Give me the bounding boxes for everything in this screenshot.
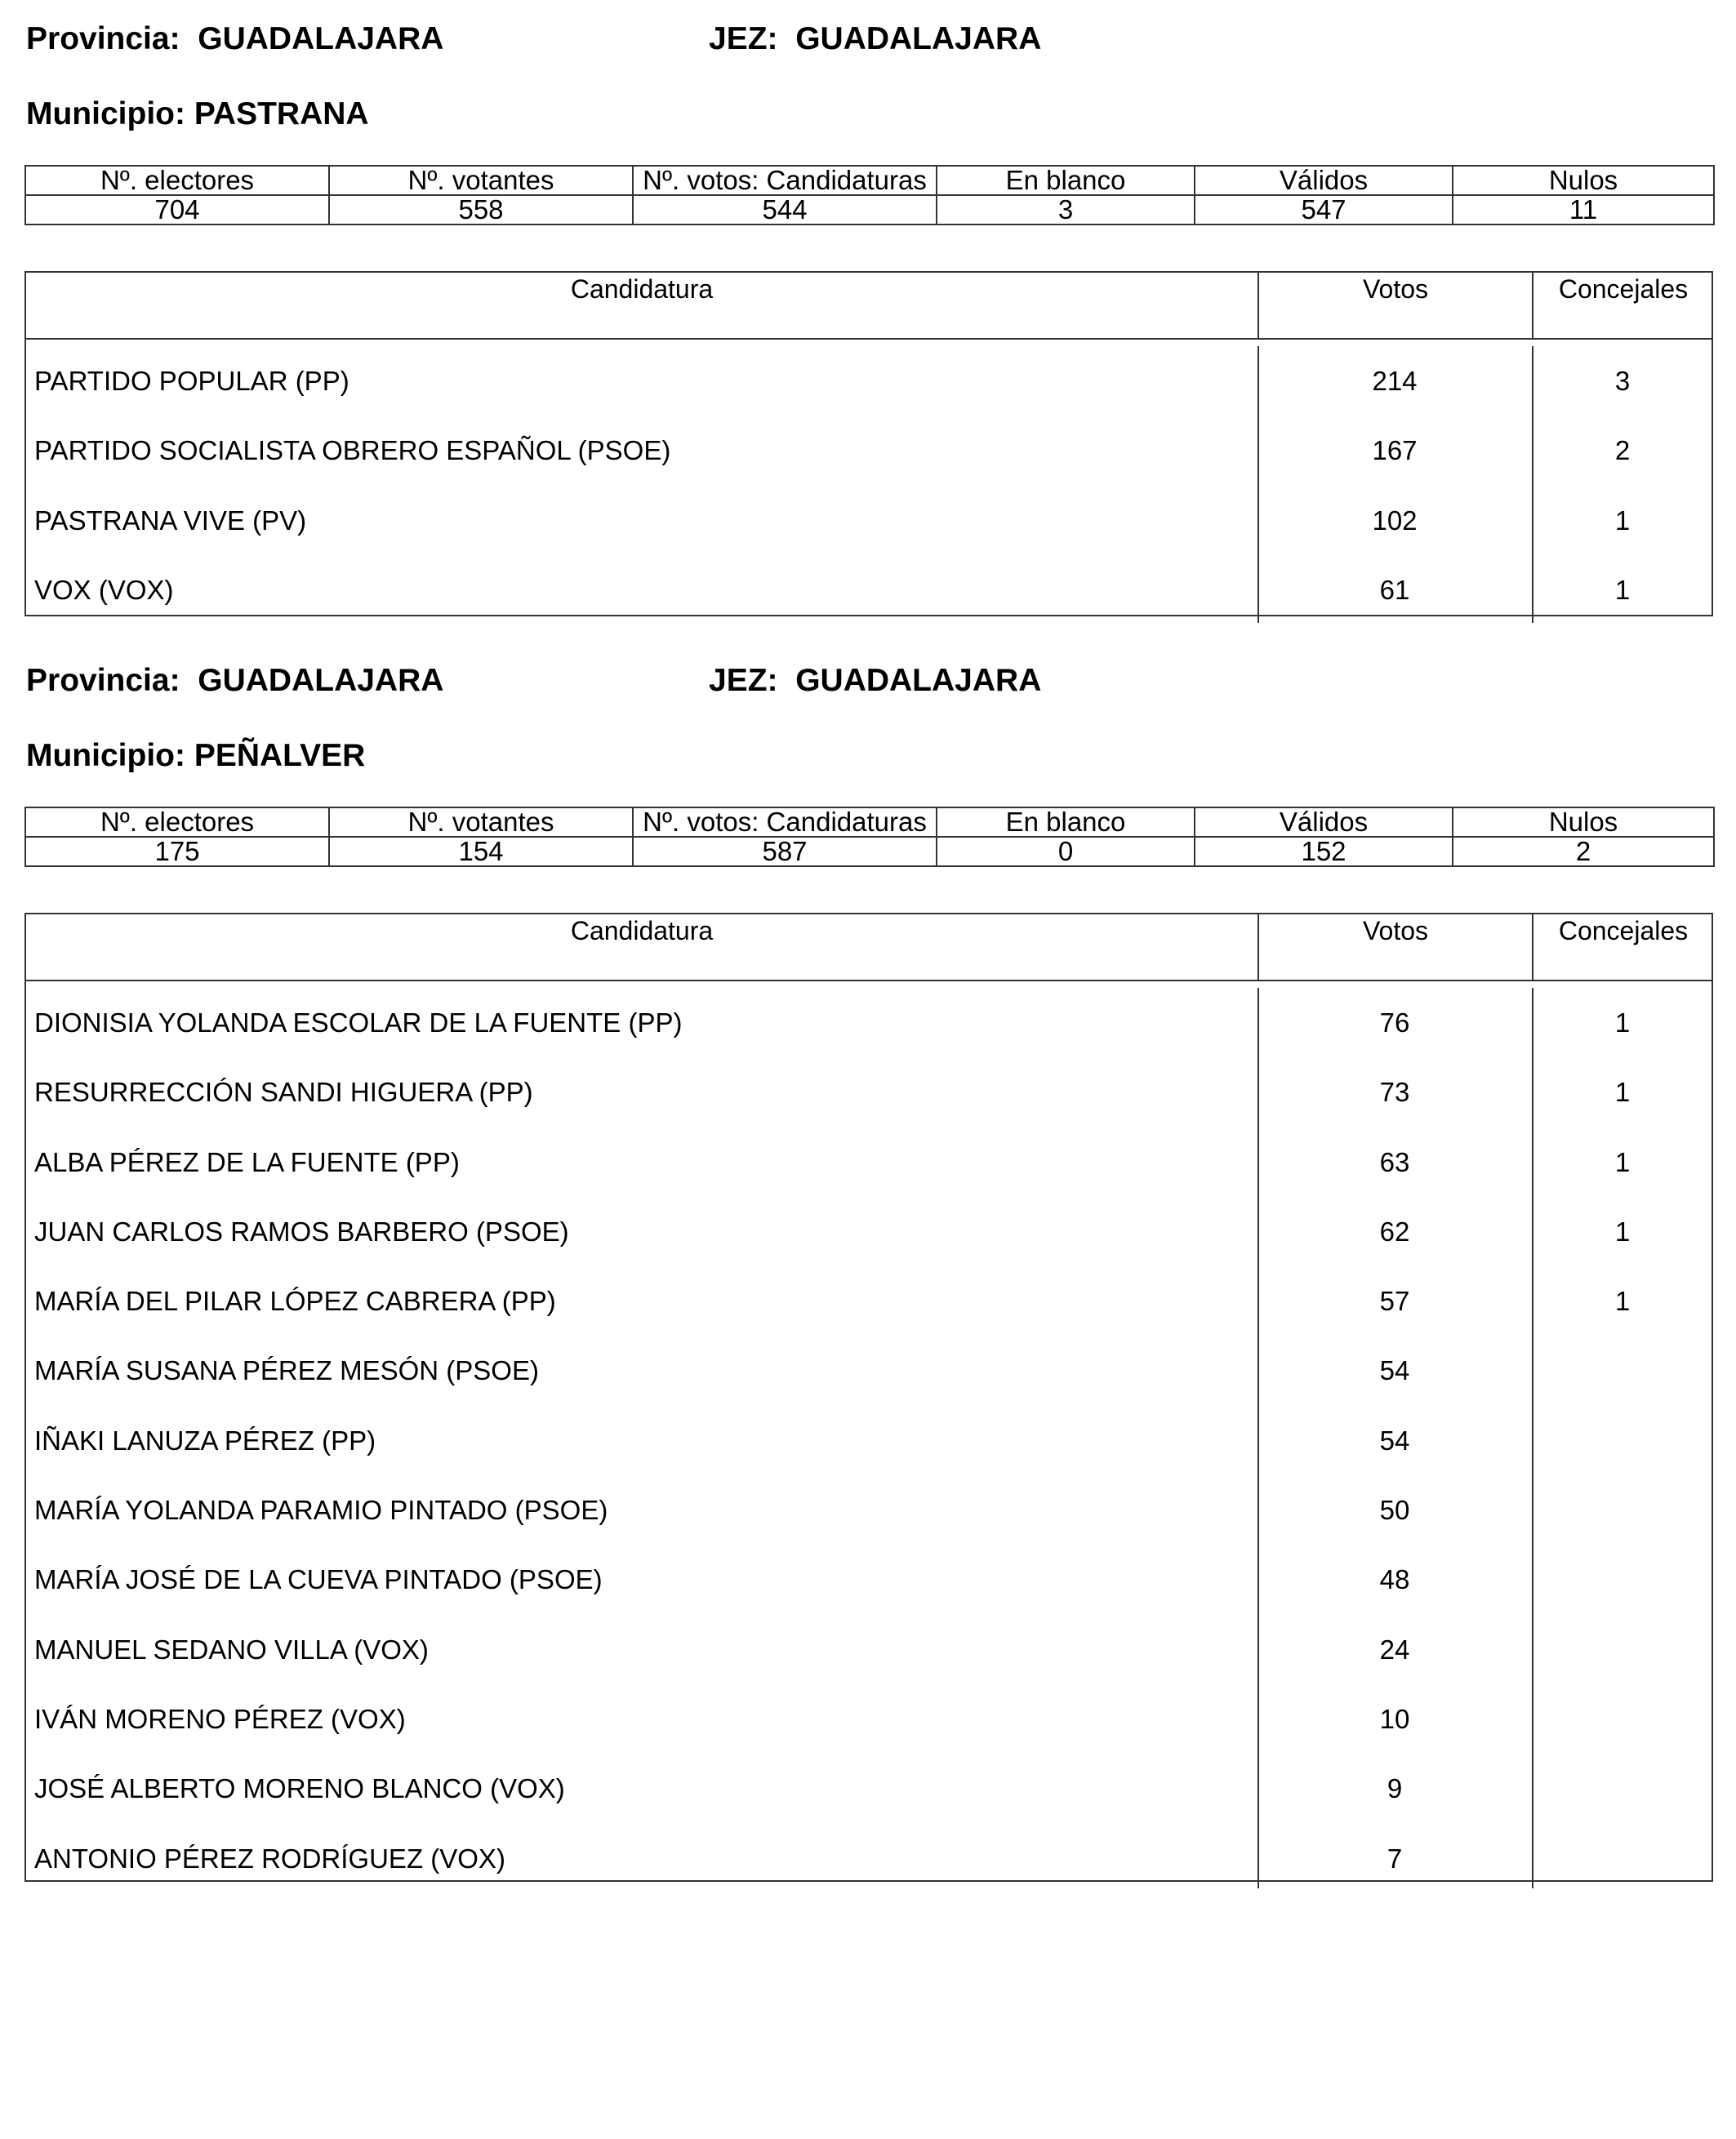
results-header-concejales: Concejales: [1532, 273, 1713, 338]
results-header-row: [26, 914, 1712, 981]
summary-value-row: [25, 837, 1714, 866]
candidatura-concejales: 1: [1614, 505, 1631, 536]
results-body: [26, 346, 1712, 623]
candidatura-concejales: 1: [1614, 1077, 1631, 1108]
summary-header: Válidos: [1195, 166, 1453, 195]
results-row: [26, 1266, 1712, 1336]
candidatura-concejales: 1: [1614, 574, 1631, 605]
candidatura-name: JOSÉ ALBERTO MORENO BLANCO (VOX): [34, 1773, 565, 1804]
jez-label: JEZ:: [709, 21, 778, 56]
results-row: [26, 1684, 1712, 1754]
summary-header: En blanco: [937, 166, 1195, 195]
candidatura-votos: 73: [1379, 1077, 1410, 1108]
candidatura-votos: 62: [1379, 1216, 1410, 1247]
summary-value: 152: [1195, 837, 1453, 866]
provincia-label: Provincia:: [26, 21, 180, 56]
results-row: [26, 1406, 1712, 1475]
candidatura-votos: 61: [1379, 574, 1410, 605]
candidatura-votos: 63: [1379, 1146, 1410, 1177]
results-table: [24, 913, 1713, 1882]
summary-table: [24, 165, 1715, 225]
candidatura-name: ANTONIO PÉREZ RODRÍGUEZ (VOX): [34, 1843, 505, 1874]
results-row: [26, 486, 1712, 555]
candidatura-votos: 54: [1379, 1425, 1410, 1456]
candidatura-name: PARTIDO POPULAR (PP): [34, 366, 349, 396]
summary-header: Nº. votos: Candidaturas: [633, 807, 937, 837]
municipio-heading: [26, 740, 365, 772]
summary-value-row: [25, 195, 1714, 225]
candidatura-concejales: 1: [1614, 1216, 1631, 1247]
provincia-value: GUADALAJARA: [198, 21, 444, 56]
candidatura-votos: 10: [1379, 1703, 1410, 1734]
candidatura-name: PARTIDO SOCIALISTA OBRERO ESPAÑOL (PSOE): [34, 435, 671, 466]
results-header-votos: Votos: [1257, 914, 1532, 980]
summary-value: 154: [329, 837, 633, 866]
summary-value: 0: [937, 837, 1195, 866]
section-penalver: [24, 642, 1713, 1899]
candidatura-name: MARÍA JOSÉ DE LA CUEVA PINTADO (PSOE): [34, 1564, 603, 1595]
summary-value: 587: [633, 837, 937, 866]
summary-value: 11: [1453, 195, 1714, 225]
candidatura-votos: 50: [1379, 1495, 1410, 1526]
candidatura-name: MARÍA DEL PILAR LÓPEZ CABRERA (PP): [34, 1286, 556, 1317]
jez-heading: [709, 665, 1041, 696]
municipio-value: PEÑALVER: [194, 738, 366, 773]
municipio-value: PASTRANA: [194, 96, 369, 131]
summary-header: Nº. votantes: [329, 807, 633, 837]
results-row: [26, 1127, 1712, 1197]
provincia-label: Provincia:: [26, 663, 180, 698]
summary-value: 558: [329, 195, 633, 225]
candidatura-votos: 7: [1387, 1843, 1403, 1874]
summary-header: Nº. votos: Candidaturas: [633, 166, 937, 195]
summary-value: 2: [1453, 837, 1714, 866]
candidatura-name: IÑAKI LANUZA PÉREZ (PP): [34, 1425, 376, 1456]
jez-value: GUADALAJARA: [795, 663, 1042, 698]
summary-header: Nulos: [1453, 807, 1714, 837]
summary-value: 547: [1195, 195, 1453, 225]
candidatura-concejales: 1: [1614, 1146, 1631, 1177]
summary-value: 3: [937, 195, 1195, 225]
results-header-concejales: Concejales: [1532, 914, 1713, 980]
candidatura-name: RESURRECCIÓN SANDI HIGUERA (PP): [34, 1077, 533, 1108]
candidatura-votos: 54: [1379, 1355, 1410, 1386]
candidatura-votos: 48: [1379, 1564, 1410, 1595]
results-header-row: [26, 273, 1712, 340]
municipio-label: Municipio:: [26, 96, 185, 131]
municipio-label: Municipio:: [26, 738, 185, 773]
results-row: [26, 1336, 1712, 1405]
summary-header: Válidos: [1195, 807, 1453, 837]
provincia-heading: [26, 23, 443, 55]
provincia-value: GUADALAJARA: [198, 663, 444, 698]
summary-header-row: [25, 166, 1714, 195]
candidatura-concejales: 2: [1614, 435, 1631, 466]
section-pastrana: [24, 0, 1713, 620]
candidatura-votos: 57: [1379, 1286, 1410, 1317]
results-row: [26, 1754, 1712, 1823]
results-row: [26, 1824, 1712, 1893]
results-row: [26, 1615, 1712, 1684]
results-header-candidatura: Candidatura: [570, 274, 714, 304]
candidatura-name: MANUEL SEDANO VILLA (VOX): [34, 1634, 429, 1665]
summary-header: Nº. electores: [25, 166, 329, 195]
candidatura-name: MARÍA SUSANA PÉREZ MESÓN (PSOE): [34, 1355, 539, 1386]
candidatura-votos: 76: [1379, 1007, 1410, 1038]
results-header-votos: Votos: [1257, 273, 1532, 338]
candidatura-votos: 102: [1372, 505, 1418, 536]
summary-header: En blanco: [937, 807, 1195, 837]
candidatura-name: ALBA PÉREZ DE LA FUENTE (PP): [34, 1146, 460, 1177]
municipio-heading: [26, 98, 369, 130]
jez-heading: [709, 23, 1041, 55]
results-row: [26, 1475, 1712, 1545]
summary-header-row: [25, 807, 1714, 837]
summary-value: 704: [25, 195, 329, 225]
candidatura-concejales: 1: [1614, 1286, 1631, 1317]
summary-value: 544: [633, 195, 937, 225]
candidatura-votos: 214: [1372, 366, 1418, 396]
results-header-candidatura: Candidatura: [570, 916, 714, 945]
candidatura-name: PASTRANA VIVE (PV): [34, 505, 307, 536]
results-row: [26, 416, 1712, 485]
summary-value: 175: [25, 837, 329, 866]
candidatura-concejales: 3: [1614, 366, 1631, 396]
candidatura-votos: 9: [1387, 1773, 1403, 1804]
candidatura-concejales: 1: [1614, 1007, 1631, 1038]
candidatura-name: VOX (VOX): [34, 574, 174, 605]
candidatura-name: MARÍA YOLANDA PARAMIO PINTADO (PSOE): [34, 1495, 608, 1526]
provincia-heading: [26, 665, 443, 696]
results-row: [26, 1057, 1712, 1127]
summary-table: [24, 807, 1715, 867]
summary-header: Nulos: [1453, 166, 1714, 195]
results-row: [26, 346, 1712, 416]
results-row: [26, 1545, 1712, 1614]
jez-value: GUADALAJARA: [795, 21, 1042, 56]
summary-header: Nº. electores: [25, 807, 329, 837]
candidatura-votos: 24: [1379, 1634, 1410, 1665]
candidatura-name: DIONISIA YOLANDA ESCOLAR DE LA FUENTE (PP): [34, 1007, 683, 1038]
candidatura-votos: 167: [1372, 435, 1418, 466]
results-table: [24, 271, 1713, 616]
results-row: [26, 1197, 1712, 1266]
results-row: [26, 555, 1712, 625]
summary-header: Nº. votantes: [329, 166, 633, 195]
results-row: [26, 988, 1712, 1057]
jez-label: JEZ:: [709, 663, 778, 698]
candidatura-name: IVÁN MORENO PÉREZ (VOX): [34, 1703, 406, 1734]
candidatura-name: JUAN CARLOS RAMOS BARBERO (PSOE): [34, 1216, 569, 1247]
results-body: [26, 988, 1712, 1888]
